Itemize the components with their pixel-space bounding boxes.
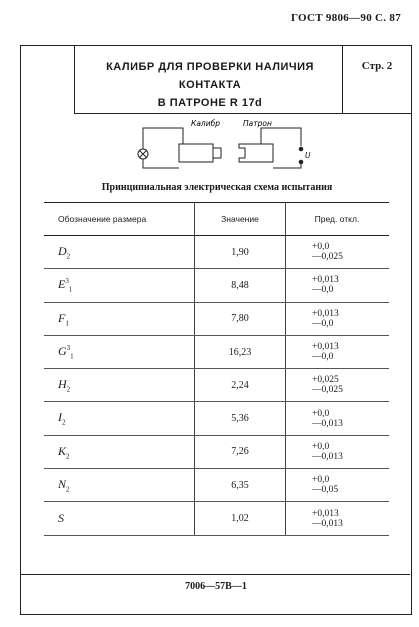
tolerance-upper: +0,013 [312, 508, 339, 519]
dimension-value: 2,24 [195, 369, 286, 402]
table-row [44, 335, 389, 368]
title-line-1: КАЛИБР ДЛЯ ПРОВЕРКИ НАЛИЧИЯ КОНТАКТА [106, 61, 314, 91]
diagram-caption: Принципиальная электрическая схема испытания [101, 182, 333, 193]
page-label: Стр. 2 [361, 60, 393, 72]
dimension-tolerance [286, 335, 390, 368]
dimension-tolerance [286, 302, 390, 335]
dimension-tolerance [286, 435, 390, 468]
tolerance-lower: —0,0 [312, 318, 334, 329]
tolerance-lower: —0,0 [312, 352, 334, 363]
dimension-tolerance [286, 469, 390, 502]
dimensions-table [44, 202, 389, 536]
page-header: ГОСТ 9806—90 С. 87 [290, 12, 401, 24]
voltage-label: U [305, 151, 311, 160]
table-row [44, 469, 389, 502]
tolerance-lower: —0,025 [312, 252, 343, 263]
tolerance-lower: —0,0 [312, 285, 334, 296]
tolerance-lower: —0,05 [312, 485, 339, 496]
footer-divider [21, 574, 410, 575]
table-row [44, 502, 389, 535]
tolerance-lower: —0,025 [312, 385, 343, 396]
dimension-name: $D_2$ [44, 236, 195, 269]
table-row [44, 269, 389, 302]
dimension-value: 7,26 [195, 435, 286, 468]
dimension-name: $H_2$ [44, 369, 195, 402]
dimension-tolerance [286, 402, 390, 435]
tolerance-upper: +0,013 [312, 308, 339, 319]
title-block [74, 46, 411, 114]
circuit-diagram [131, 118, 311, 178]
dimension-value: 5,36 [195, 402, 286, 435]
page-cell [342, 46, 412, 114]
table-row [44, 302, 389, 335]
footer-code: 7006—57В—1 [185, 581, 247, 592]
dimension-name: $E^3_1$ [44, 269, 195, 302]
header-designation: Обозначение размера [44, 203, 195, 236]
dimension-tolerance [286, 236, 390, 269]
tolerance-upper: +0,013 [312, 275, 339, 286]
dimension-name: $G^3_1$ [44, 335, 195, 368]
dimension-name: $I_2$ [44, 402, 195, 435]
dimension-value: 1,02 [195, 502, 286, 535]
document-title [75, 58, 345, 112]
dimension-value: 16,23 [195, 335, 286, 368]
title-line-2: В ПАТРОНЕ R 17d [157, 97, 263, 109]
socket-label: Патрон [243, 119, 272, 128]
tolerance-upper: +0,0 [312, 242, 330, 253]
lamp-icon [138, 149, 148, 159]
socket-body [239, 144, 273, 162]
dimension-value: 8,48 [195, 269, 286, 302]
table-row [44, 435, 389, 468]
table-row [44, 402, 389, 435]
tolerance-upper: +0,013 [312, 342, 339, 353]
gauge-body [179, 144, 213, 162]
tolerance-lower: —0,013 [312, 418, 343, 429]
dimension-tolerance [286, 369, 390, 402]
dimension-value: 1,90 [195, 236, 286, 269]
dimension-name: $F_1$ [44, 302, 195, 335]
table-header-row [44, 203, 389, 236]
tolerance-upper: +0,0 [312, 441, 330, 452]
header-value: Значение [195, 203, 286, 236]
dimension-tolerance [286, 269, 390, 302]
dimension-value: 6,35 [195, 469, 286, 502]
dimension-name: S [44, 502, 195, 535]
gauge-label: Калибр [191, 119, 220, 128]
tolerance-upper: +0,0 [312, 408, 330, 419]
table-row [44, 236, 389, 269]
document-frame [20, 45, 412, 615]
tolerance-lower: —0,013 [312, 518, 343, 529]
tolerance-upper: +0,025 [312, 375, 339, 386]
header-tolerance: Пред. откл. [286, 203, 390, 236]
dimension-name: $N_2$ [44, 469, 195, 502]
dimension-tolerance [286, 502, 390, 535]
tolerance-upper: +0,0 [312, 475, 330, 486]
tolerance-lower: —0,013 [312, 451, 343, 462]
dimension-value: 7,80 [195, 302, 286, 335]
dimension-name: $K_2$ [44, 435, 195, 468]
table-row [44, 369, 389, 402]
